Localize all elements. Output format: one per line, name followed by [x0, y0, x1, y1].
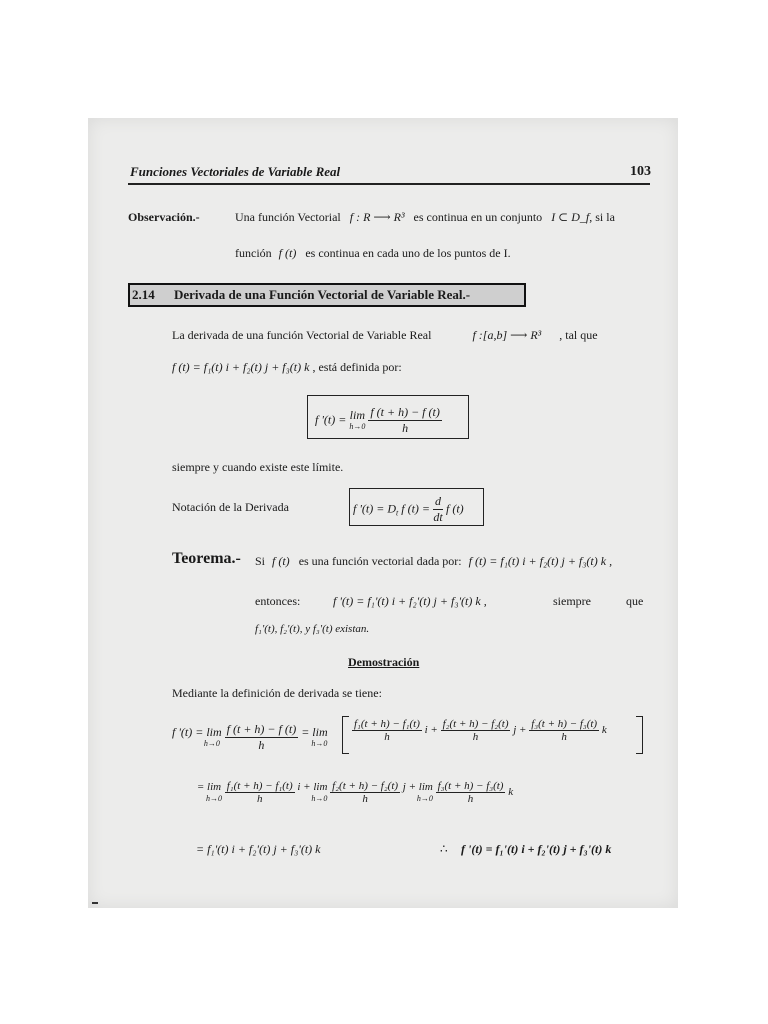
definition-lim: lim: [349, 407, 365, 422]
eq2-term3-den: h: [467, 793, 474, 805]
eq2-lim3: [403, 781, 433, 805]
notation-expr-sub: t: [396, 508, 399, 518]
demostracion-title: Demostración: [348, 655, 420, 669]
eq2-j-lim: j + lim: [402, 780, 433, 793]
observacion-ft: f (t): [278, 246, 297, 260]
observacion-text-b: es continua en un conjunto: [413, 210, 543, 224]
teorema-expression: f (t) = f₁(t) i + f₂(t) j + f₃(t) k ,: [468, 554, 613, 568]
notation-expr-c: f (t): [446, 501, 464, 516]
notation-dt: dt: [433, 510, 443, 524]
proof-equation-1: [172, 722, 328, 753]
eq1-k: k: [601, 724, 607, 737]
eq2-lim1-sub: h→0: [206, 793, 222, 803]
eq1-i: i +: [424, 724, 438, 737]
definition-limit: [349, 407, 366, 432]
eq1-eq-lim: = lim: [301, 724, 328, 739]
teorema-siempre: siempre: [553, 594, 591, 608]
eq1-lim-sub: h→0: [203, 738, 220, 748]
proof-equation-2: [196, 780, 513, 805]
observacion-text-a: Una función Vectorial: [235, 210, 341, 224]
eq2-term2-num: f₂(t + h) − f₂(t): [332, 780, 399, 792]
teorema-ft: f (t): [272, 554, 290, 568]
teorema-derivative-expression: f '(t) = f₁'(t) i + f₂'(t) j + f₃'(t) k ,: [333, 594, 487, 608]
section-title: Derivada de una Función Vectorial de Variable Real.-: [174, 287, 471, 302]
eq1-term3: [529, 718, 599, 743]
notation-d: d: [435, 494, 441, 508]
scan-edge-mark: [92, 902, 98, 904]
running-header-title: Funciones Vectoriales de Variable Real: [130, 164, 341, 179]
observacion-line2-a: función: [235, 246, 272, 260]
teorema-text: es una función vectorial dada por:: [298, 554, 462, 568]
definition-denominator: h: [402, 421, 409, 435]
eq1-term1-num: f₁(t + h) − f₁(t): [354, 718, 420, 730]
section-heading: [128, 283, 526, 307]
definition-condition: siempre y cuando existe este límite.: [172, 460, 344, 474]
intro-mapping: f :[a,b] ⟶ R³: [472, 328, 542, 342]
proof-conclusion: f '(t) = f₁'(t) i + f₂'(t) j + f₃'(t) k: [461, 842, 612, 856]
eq1-j: j +: [513, 724, 527, 737]
observacion-text-c: , si la: [589, 210, 615, 224]
definition-fraction: [368, 405, 442, 436]
eq1-term2-den: h: [472, 731, 479, 743]
eq1-numerator: f (t + h) − f (t): [226, 722, 297, 736]
definition-lhs: f '(t) =: [315, 412, 347, 427]
eq2-term2-den: h: [362, 793, 368, 805]
eq2-lim2: [297, 781, 327, 805]
eq1-term2-num: f₂(t + h) − f₂(t): [442, 718, 509, 730]
eq1-lim2-group: [301, 726, 327, 750]
eq1-term3-den: h: [561, 731, 567, 743]
proof-equation-3: = f₁'(t) i + f₂'(t) j + f₃'(t) k: [196, 842, 321, 856]
intro-vector-expression: f (t) = f₁(t) i + f₂(t) j + f₃(t) k: [172, 360, 310, 374]
teorema-si: Si: [255, 554, 266, 568]
notation-expr-b: f (t) =: [401, 501, 430, 516]
eq1-term1-den: h: [384, 731, 390, 743]
observacion-line2: [235, 246, 511, 261]
teorema-line1: [255, 554, 612, 569]
eq1-lhs: f '(t) = lim: [172, 724, 222, 739]
observacion-label: Observación.-: [128, 210, 200, 224]
eq2-k: k: [508, 786, 514, 799]
eq2-lim3-sub: h→0: [416, 793, 433, 803]
eq1-term3-num: f₃(t + h) − f₃(t): [531, 718, 598, 730]
eq2-lim2-sub: h→0: [311, 793, 328, 803]
eq2-term1-num: f₁(t + h) − f₁(t): [226, 780, 293, 792]
definition-lim-sub: h→0: [349, 421, 366, 431]
observacion-set: I ⊂ D_f: [551, 210, 590, 224]
eq2-term1: [225, 780, 295, 805]
eq2-term3: [436, 780, 506, 805]
eq1-fraction: [225, 722, 299, 753]
intro-line2: [172, 360, 402, 375]
therefore-symbol: ∴: [440, 842, 448, 856]
eq1-lim2-sub: h→0: [311, 738, 328, 748]
observacion-mapping: f : R ⟶ R³: [349, 210, 405, 224]
intro-line2-end: , está definida por:: [312, 360, 402, 374]
page-number: 103: [630, 164, 651, 179]
eq2-i-lim: i + lim: [297, 780, 328, 793]
demostracion-intro: Mediante la definición de derivada se tiene:: [172, 686, 382, 700]
eq2-eq-lim: = lim: [196, 780, 222, 793]
eq2-lim1: [196, 781, 222, 805]
teorema-condition: f₁'(t), f₂'(t), y f₃'(t) existan.: [255, 623, 370, 635]
left-bracket: [342, 716, 349, 754]
eq1-denominator: h: [258, 738, 265, 752]
observacion-line1: [235, 210, 615, 225]
notation-formula: [353, 494, 464, 525]
teorema-line2-entonces: entonces:: [255, 594, 301, 608]
section-number: 2.14: [132, 287, 155, 302]
intro-end: , tal que: [559, 328, 598, 342]
eq1-lim-group: [172, 726, 222, 750]
notation-expr-a: f '(t) = D: [353, 501, 396, 516]
eq1-term2: [441, 718, 511, 743]
eq2-term1-den: h: [256, 793, 263, 805]
eq1-bracket-terms: [352, 718, 607, 743]
definition-numerator: f (t + h) − f (t): [370, 405, 440, 419]
right-bracket: [636, 716, 643, 754]
eq2-term3-num: f₃(t + h) − f₃(t): [437, 780, 504, 792]
intro-line1: [172, 328, 598, 343]
teorema-label: Teorema.-: [172, 550, 241, 567]
eq1-term1: [352, 718, 422, 743]
notation-label: Notación de la Derivada: [172, 500, 289, 514]
intro-text: La derivada de una función Vectorial de Variable Real: [172, 328, 432, 342]
definition-formula: [315, 405, 442, 436]
eq2-term2: [330, 780, 400, 805]
notation-fraction: [433, 494, 443, 525]
observacion-line2-b: es continua en cada uno de los puntos de I.: [305, 246, 511, 260]
header-rule: [128, 183, 650, 185]
teorema-que: que: [626, 594, 644, 608]
